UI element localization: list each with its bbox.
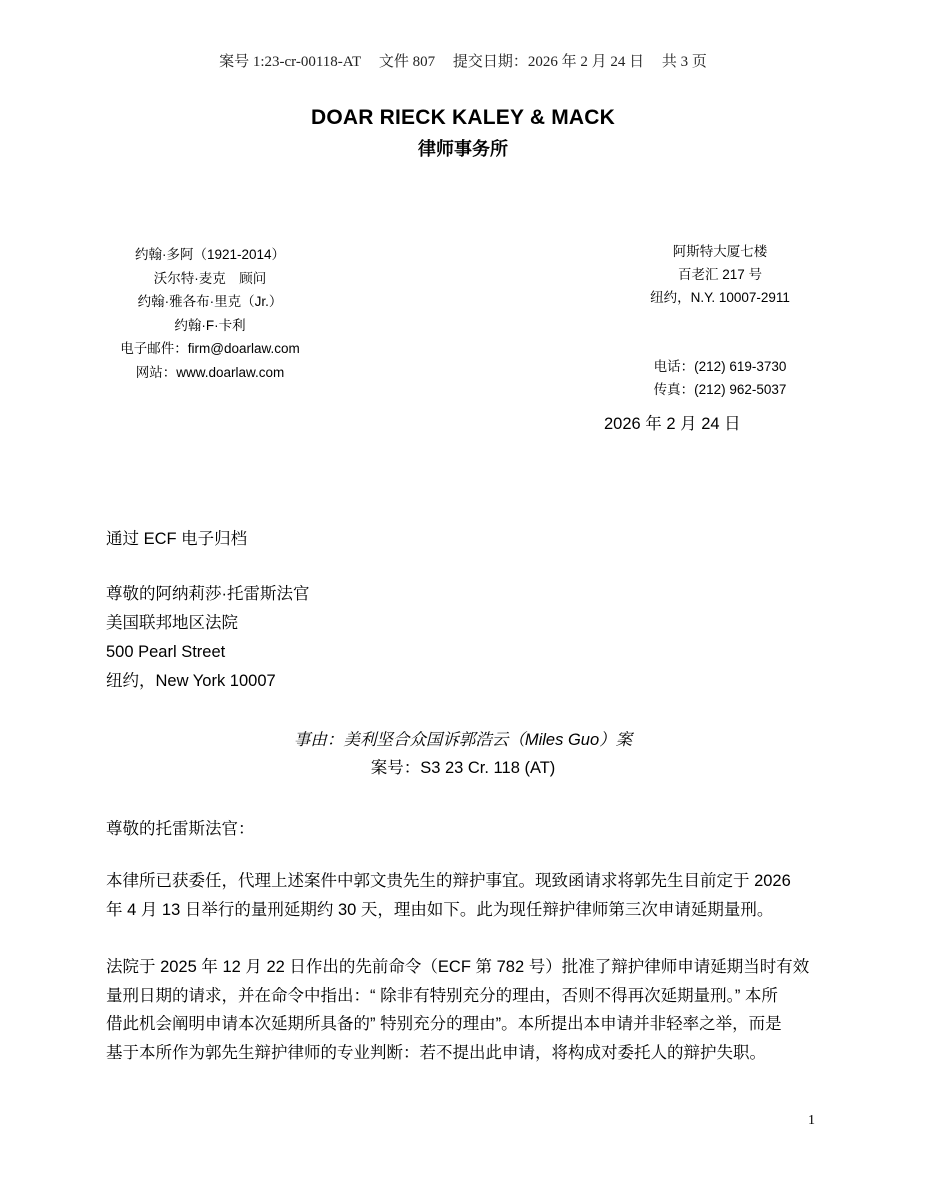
address-line: 百老汇 217 号 xyxy=(677,267,763,282)
partner-line: 约翰·雅各布·里克（Jr.） xyxy=(137,294,283,309)
firm-fax: 传真：(212) 962-5037 xyxy=(653,382,787,397)
address-line: 阿斯特大厦七楼 xyxy=(672,244,768,259)
addressee-block xyxy=(106,580,310,696)
partner-line: 沃尔特·麦克 顾问 xyxy=(153,270,267,286)
addressee-line: 尊敬的阿纳莉莎·托雷斯法官 xyxy=(106,585,310,603)
paragraph-line: 借此机会阐明申请本次延期所具备的” 特别充分的理由”。本所提出本申请并非轻率之举，而是 xyxy=(106,1015,782,1033)
subject-block xyxy=(0,726,926,782)
firm-phone: 电话：(212) 619-3730 xyxy=(653,359,787,374)
subject-line: 事由：美利坚合众国诉郭浩云（Miles Guo）案 xyxy=(293,731,633,749)
addressee-line: 500 Pearl Street xyxy=(106,643,226,661)
filed-date: 提交日期：2026 年 2 月 24 日 xyxy=(452,54,645,70)
address-line: 纽约，N.Y. 10007-2911 xyxy=(650,290,790,305)
paragraph-2 xyxy=(106,953,822,1067)
document-number: 文件 807 xyxy=(378,54,436,70)
delivery-method: 通过 ECF 电子归档 xyxy=(106,530,248,548)
court-filing-header xyxy=(0,50,926,71)
page-count: 共 3 页 xyxy=(661,54,707,70)
salutation: 尊敬的托雷斯法官： xyxy=(106,820,255,838)
docket-line: 案号：S3 23 Cr. 118 (AT) xyxy=(370,759,556,777)
case-number: 案号 1:23-cr-00118-AT xyxy=(219,54,362,70)
firm-website: 网站：www.doarlaw.com xyxy=(135,364,285,380)
addressee-line: 美国联邦地区法院 xyxy=(106,614,238,632)
paragraph-line: 基于本所作为郭先生辩护律师的专业判断：若不提出此申请，将构成对委托人的辩护失职。 xyxy=(106,1043,766,1062)
paragraph-line: 本律所已获委任，代理上述案件中郭文贵先生的辩护事宜。现致函请求将郭先生目前定于 2026 xyxy=(106,872,791,890)
firm-name: DOAR RIECK KALEY & MACK xyxy=(310,106,616,129)
letterhead-partners xyxy=(110,243,310,384)
paragraph-line: 年 4 月 13 日举行的量刑延期约 30 天，理由如下。此为现任辩护律师第三次申请延期量刑。 xyxy=(106,900,774,919)
firm-subtitle: 律师事务所 xyxy=(418,139,508,159)
letterhead-address xyxy=(620,240,820,401)
letter-date: 2026 年 2 月 24 日 xyxy=(604,415,741,433)
partner-line: 约翰·多阿（1921-2014） xyxy=(134,247,286,262)
page-number: 1 xyxy=(808,1113,815,1128)
addressee-line: 纽约，New York 10007 xyxy=(106,672,276,690)
paragraph-line: 量刑日期的请求，并在命令中指出：“ 除非有特别充分的理由，否则不得再次延期量刑。” 本所 xyxy=(106,986,778,1005)
paragraph-1 xyxy=(106,867,822,924)
paragraph-line: 法院于 2025 年 12 月 22 日作出的先前命令（ECF 第 782 号）批准了辩护律师申请延期当时有效 xyxy=(106,958,810,976)
firm-email: 电子邮件：firm@doarlaw.com xyxy=(120,341,300,356)
partner-line: 约翰·F·卡利 xyxy=(174,317,246,333)
